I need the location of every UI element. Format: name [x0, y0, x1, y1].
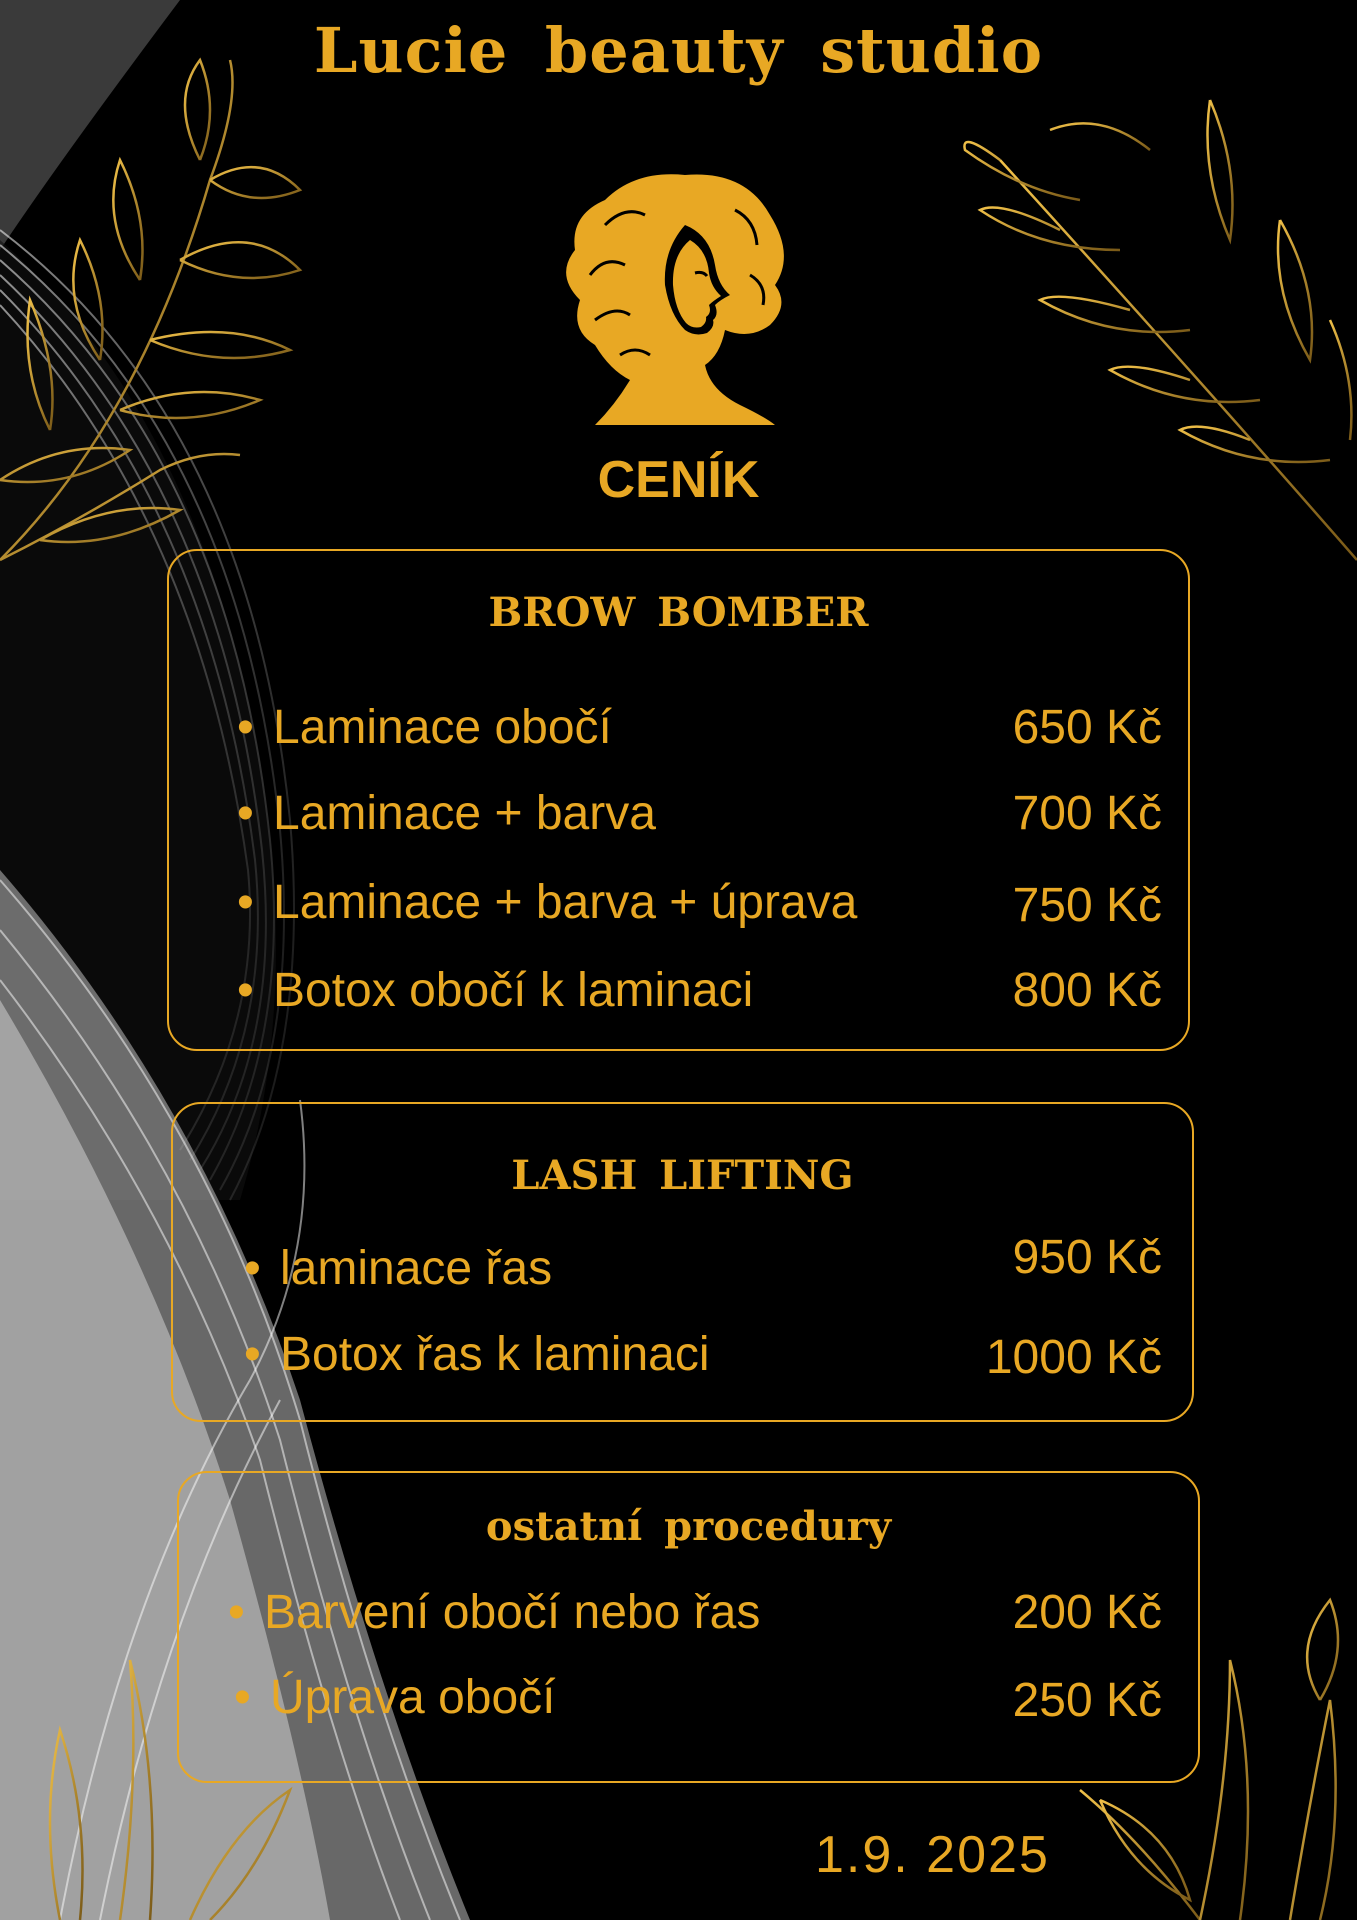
service-price: 800 Kč — [1012, 964, 1162, 1017]
effective-date: 1.9. 2025 — [815, 1826, 1050, 1884]
section-heading: LASH LIFTING — [511, 1152, 854, 1199]
service-name: Botox řas k laminaci — [280, 1328, 710, 1381]
service-name: Barvení obočí nebo řas — [264, 1586, 761, 1639]
service-price: 200 Kč — [1012, 1586, 1162, 1639]
service-name: Laminace obočí — [273, 701, 612, 754]
service-price: 700 Kč — [1012, 787, 1162, 840]
service-item: • Úprava obočí — [234, 1671, 556, 1724]
service-item: • Laminace + barva + úprava — [237, 876, 858, 929]
service-price: 250 Kč — [1012, 1674, 1162, 1727]
service-name: laminace řas — [280, 1242, 553, 1295]
service-item: • Botox řas k laminaci — [244, 1328, 710, 1381]
service-price: 950 Kč — [1012, 1231, 1162, 1284]
service-item: • laminace řas — [244, 1242, 553, 1295]
service-item: • Botox obočí k laminaci — [237, 964, 754, 1017]
service-item: • Laminace + barva — [237, 787, 656, 840]
woman-profile-icon — [535, 155, 805, 425]
section-heading: BROW BOMBER — [488, 589, 869, 636]
page-title: Lucie beauty studio — [313, 14, 1044, 87]
service-price: 650 Kč — [1012, 701, 1162, 754]
price-list-heading: CENÍK — [597, 451, 760, 509]
service-item: • Barvení obočí nebo řas — [228, 1586, 761, 1639]
section-heading: ostatní procedury — [485, 1503, 892, 1550]
service-name: Laminace + barva + úprava — [273, 876, 858, 929]
service-price: 1000 Kč — [985, 1331, 1162, 1384]
service-item: • Laminace obočí — [237, 701, 612, 754]
service-price: 750 Kč — [1012, 879, 1162, 932]
service-name: Laminace + barva — [273, 787, 656, 840]
service-name: Úprava obočí — [270, 1671, 556, 1724]
service-name: Botox obočí k laminaci — [273, 964, 754, 1017]
